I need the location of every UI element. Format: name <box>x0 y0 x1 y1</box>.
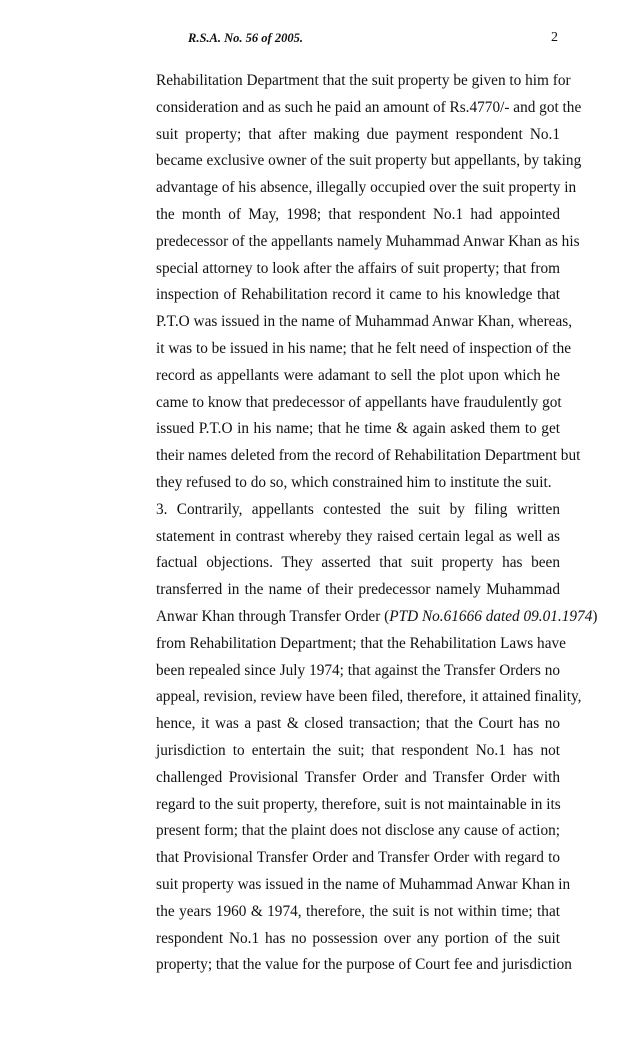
line-text: present form; that the plaint does not disclose any cause of action; <box>156 822 560 840</box>
text-line <box>156 472 560 499</box>
case-number-header: R.S.A. No. 56 of 2005. <box>188 31 303 45</box>
text-line <box>156 713 560 740</box>
text-line <box>156 418 560 445</box>
line-text: jurisdiction to entertain the suit; that respondent No.1 has not <box>156 741 560 759</box>
text-line <box>156 606 598 633</box>
text-line <box>156 928 560 955</box>
text-line <box>156 204 560 231</box>
line-text: predecessor of the appellants namely Muhammad Anwar Khan as his <box>156 232 580 250</box>
line-text: became exclusive owner of the suit property but appellants, by taking <box>156 152 582 170</box>
line-text: special attorney to look after the affairs of suit property; that from <box>156 259 560 277</box>
italic-citation: PTD No.61666 dated 09.01.1974 <box>389 607 593 625</box>
text-line <box>156 767 560 794</box>
text-line <box>156 311 573 338</box>
text-line <box>156 177 577 204</box>
text-line <box>156 686 582 713</box>
line-text: 3. Contrarily, appellants contested the suit by filing written <box>156 500 560 518</box>
line-text: it was to be issued in his name; that he felt need of inspection of the <box>156 339 572 357</box>
text-line <box>156 499 560 526</box>
line-text: regard to the suit property, therefore, suit is not maintainable in its <box>156 795 561 813</box>
line-text: came to know that predecessor of appellants have fraudulently got <box>156 393 562 411</box>
line-text: issued P.T.O in his name; that he time & again asked them to get <box>156 420 560 438</box>
line-text: from Rehabilitation Department; that the Rehabilitation Laws have <box>156 634 566 652</box>
line-text: respondent No.1 has no possession over any portion of the suit <box>156 929 560 947</box>
text-line <box>156 365 560 392</box>
line-text: Anwar Khan through Transfer Order ( <box>156 607 390 625</box>
document-body <box>156 70 598 981</box>
line-text: suit property; that after making due payment respondent No.1 <box>156 125 560 143</box>
text-line <box>156 124 560 151</box>
line-text: statement in contrast whereby they raised certain legal as well as <box>156 527 560 545</box>
line-text: transferred in the name of their predecessor namely Muhammad <box>156 581 560 599</box>
text-line <box>156 284 560 311</box>
text-line <box>156 954 572 981</box>
text-line <box>156 231 580 258</box>
text-line <box>156 552 560 579</box>
text-line <box>156 579 560 606</box>
text-line <box>156 445 581 472</box>
line-text: Rehabilitation Department that the suit property be given to him for <box>156 72 571 89</box>
line-text: property; that the value for the purpose of Court fee and jurisdiction <box>156 956 572 974</box>
text-line <box>156 338 572 365</box>
text-line <box>156 901 560 928</box>
line-text: P.T.O was issued in the name of Muhammad Anwar Khan, whereas, <box>156 313 573 331</box>
text-line <box>156 740 560 767</box>
text-line <box>156 847 560 874</box>
line-text: advantage of his absence, illegally occupied over the suit property in <box>156 179 577 197</box>
line-text: they refused to do so, which constrained him to institute the suit. <box>156 473 552 491</box>
line-text: that Provisional Transfer Order and Transfer Order with regard to <box>156 849 560 867</box>
line-text: the years 1960 & 1974, therefore, the suit is not within time; that <box>156 902 560 920</box>
line-text: appeal, revision, review have been filed, therefore, it attained finality, <box>156 688 582 706</box>
text-line <box>156 820 560 847</box>
line-text: the month of May, 1998; that respondent No.1 had appointed <box>156 205 560 223</box>
text-line <box>156 97 582 124</box>
text-line <box>156 633 566 660</box>
line-text: suit property was issued in the name of Muhammad Anwar Khan in <box>156 875 571 893</box>
line-text: record as appellants were adamant to sell the plot upon which he <box>156 366 560 384</box>
line-text-after: ) <box>592 607 598 625</box>
line-text: hence, it was a past & closed transaction; that the Court has no <box>156 715 560 733</box>
line-text: consideration and as such he paid an amount of Rs.4770/- and got the <box>156 98 582 116</box>
page-number: 2 <box>551 30 558 45</box>
text-line <box>156 660 560 687</box>
text-line <box>156 794 560 821</box>
line-text: challenged Provisional Transfer Order and Transfer Order with <box>156 768 560 786</box>
text-line <box>156 150 582 177</box>
line-text: their names deleted from the record of Rehabilitation Department but <box>156 447 581 465</box>
text-line <box>156 392 560 419</box>
text-line <box>156 526 560 553</box>
text-line <box>156 258 560 285</box>
line-text: been repealed since July 1974; that against the Transfer Orders no <box>156 661 560 679</box>
text-line <box>156 874 571 901</box>
text-line <box>156 70 571 97</box>
line-text: factual objections. They asserted that suit property has been <box>156 554 560 572</box>
line-text: inspection of Rehabilitation record it came to his knowledge that <box>156 286 560 304</box>
